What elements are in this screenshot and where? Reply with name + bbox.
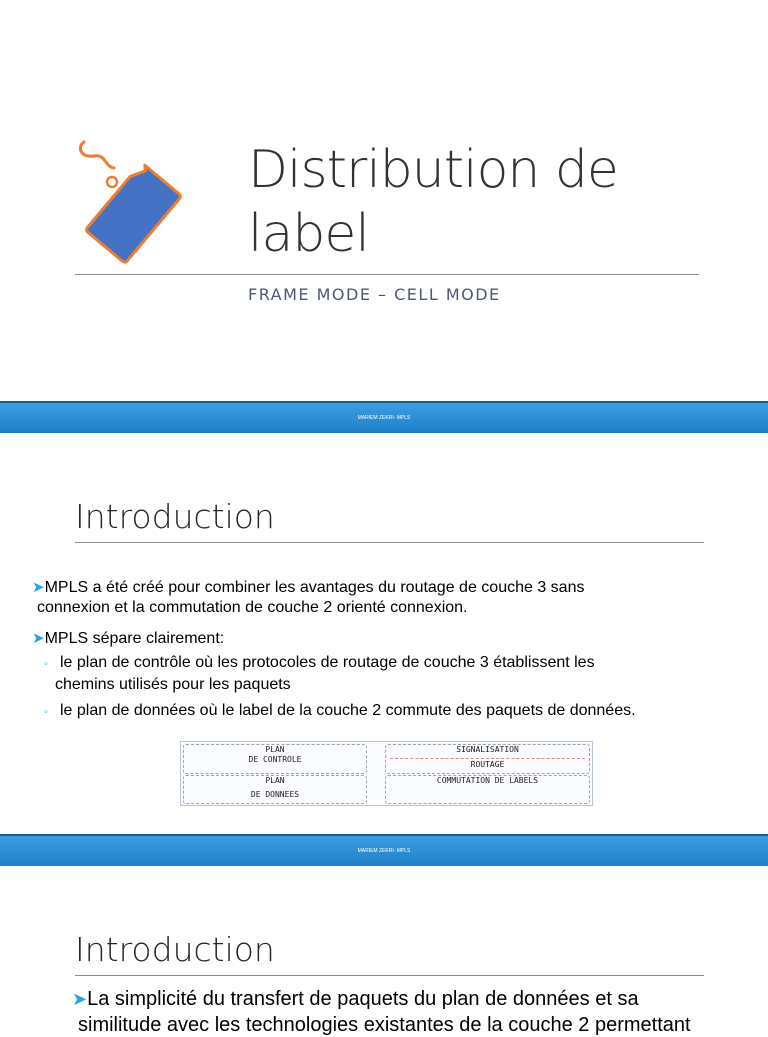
data-plane-box xyxy=(183,775,367,804)
dashed-separator xyxy=(390,758,585,759)
arrow-bullet-icon: ➤ xyxy=(72,989,88,1009)
circle-bullet-icon: ◦ xyxy=(44,706,48,718)
sub-bullet-text-continued: chemins utilisés pour les paquets xyxy=(55,676,291,693)
control-plane-box xyxy=(183,744,367,774)
slide-title-line-1: Distribution de xyxy=(248,140,618,200)
sub-bullet-item xyxy=(44,700,636,723)
bullet-text-continued: similitude avec les technologies existantes de la couche 2 permettant xyxy=(78,1014,691,1036)
bullet-item xyxy=(32,628,224,649)
control-plane-label-1: PLAN xyxy=(265,745,285,754)
circle-bullet-icon: ◦ xyxy=(44,658,48,670)
label-switching-box xyxy=(385,775,590,804)
bullet-item xyxy=(72,987,752,1011)
arrow-bullet-icon: ➤ xyxy=(32,579,45,596)
bullet-text: MPLS a été créé pour combiner les avantages du routage de couche 3 sans xyxy=(44,579,585,596)
slide-title: Introduction xyxy=(75,930,275,969)
mpls-planes-diagram xyxy=(180,741,593,806)
arrow-bullet-icon: ➤ xyxy=(32,630,45,647)
signaling-label: SIGNALISATION xyxy=(456,745,519,754)
bullet-text-continued: connexion et la commutation de couche 2 orienté connexion. xyxy=(37,599,468,616)
slide-footer: MARIEM ZEKRI- MPLS xyxy=(0,401,768,433)
bullet-text: La simplicité du transfert de paquets du plan de données et sa xyxy=(87,988,639,1010)
slide-footer: MARIEM ZEKRI- MPLS xyxy=(0,834,768,866)
data-plane-label-1: PLAN xyxy=(265,776,285,785)
price-tag-icon xyxy=(74,138,198,264)
bullet-text: MPLS sépare clairement: xyxy=(44,630,225,647)
bullet-item xyxy=(32,577,712,598)
title-divider xyxy=(75,274,699,275)
sub-bullet-text: le plan de contrôle où les protocoles de routage de couche 3 établissent les xyxy=(60,654,595,671)
slide-subtitle: FRAME MODE – CELL MODE xyxy=(248,285,501,304)
title-divider xyxy=(75,542,704,543)
slide-title: Introduction xyxy=(75,497,275,536)
sub-bullet-item xyxy=(44,652,595,675)
title-divider xyxy=(75,975,704,976)
sub-bullet-text: le plan de données où le label de la couche 2 commute des paquets de données. xyxy=(60,702,636,719)
slide-title-line-2: label xyxy=(248,204,369,264)
label-switching-label: COMMUTATION DE LABELS xyxy=(436,776,539,785)
signaling-routing-box xyxy=(385,744,590,774)
data-plane-label-2: DE DONNEES xyxy=(250,790,300,799)
routing-label: ROUTAGE xyxy=(470,760,505,769)
control-plane-label-2: DE CONTROLE xyxy=(248,755,302,764)
